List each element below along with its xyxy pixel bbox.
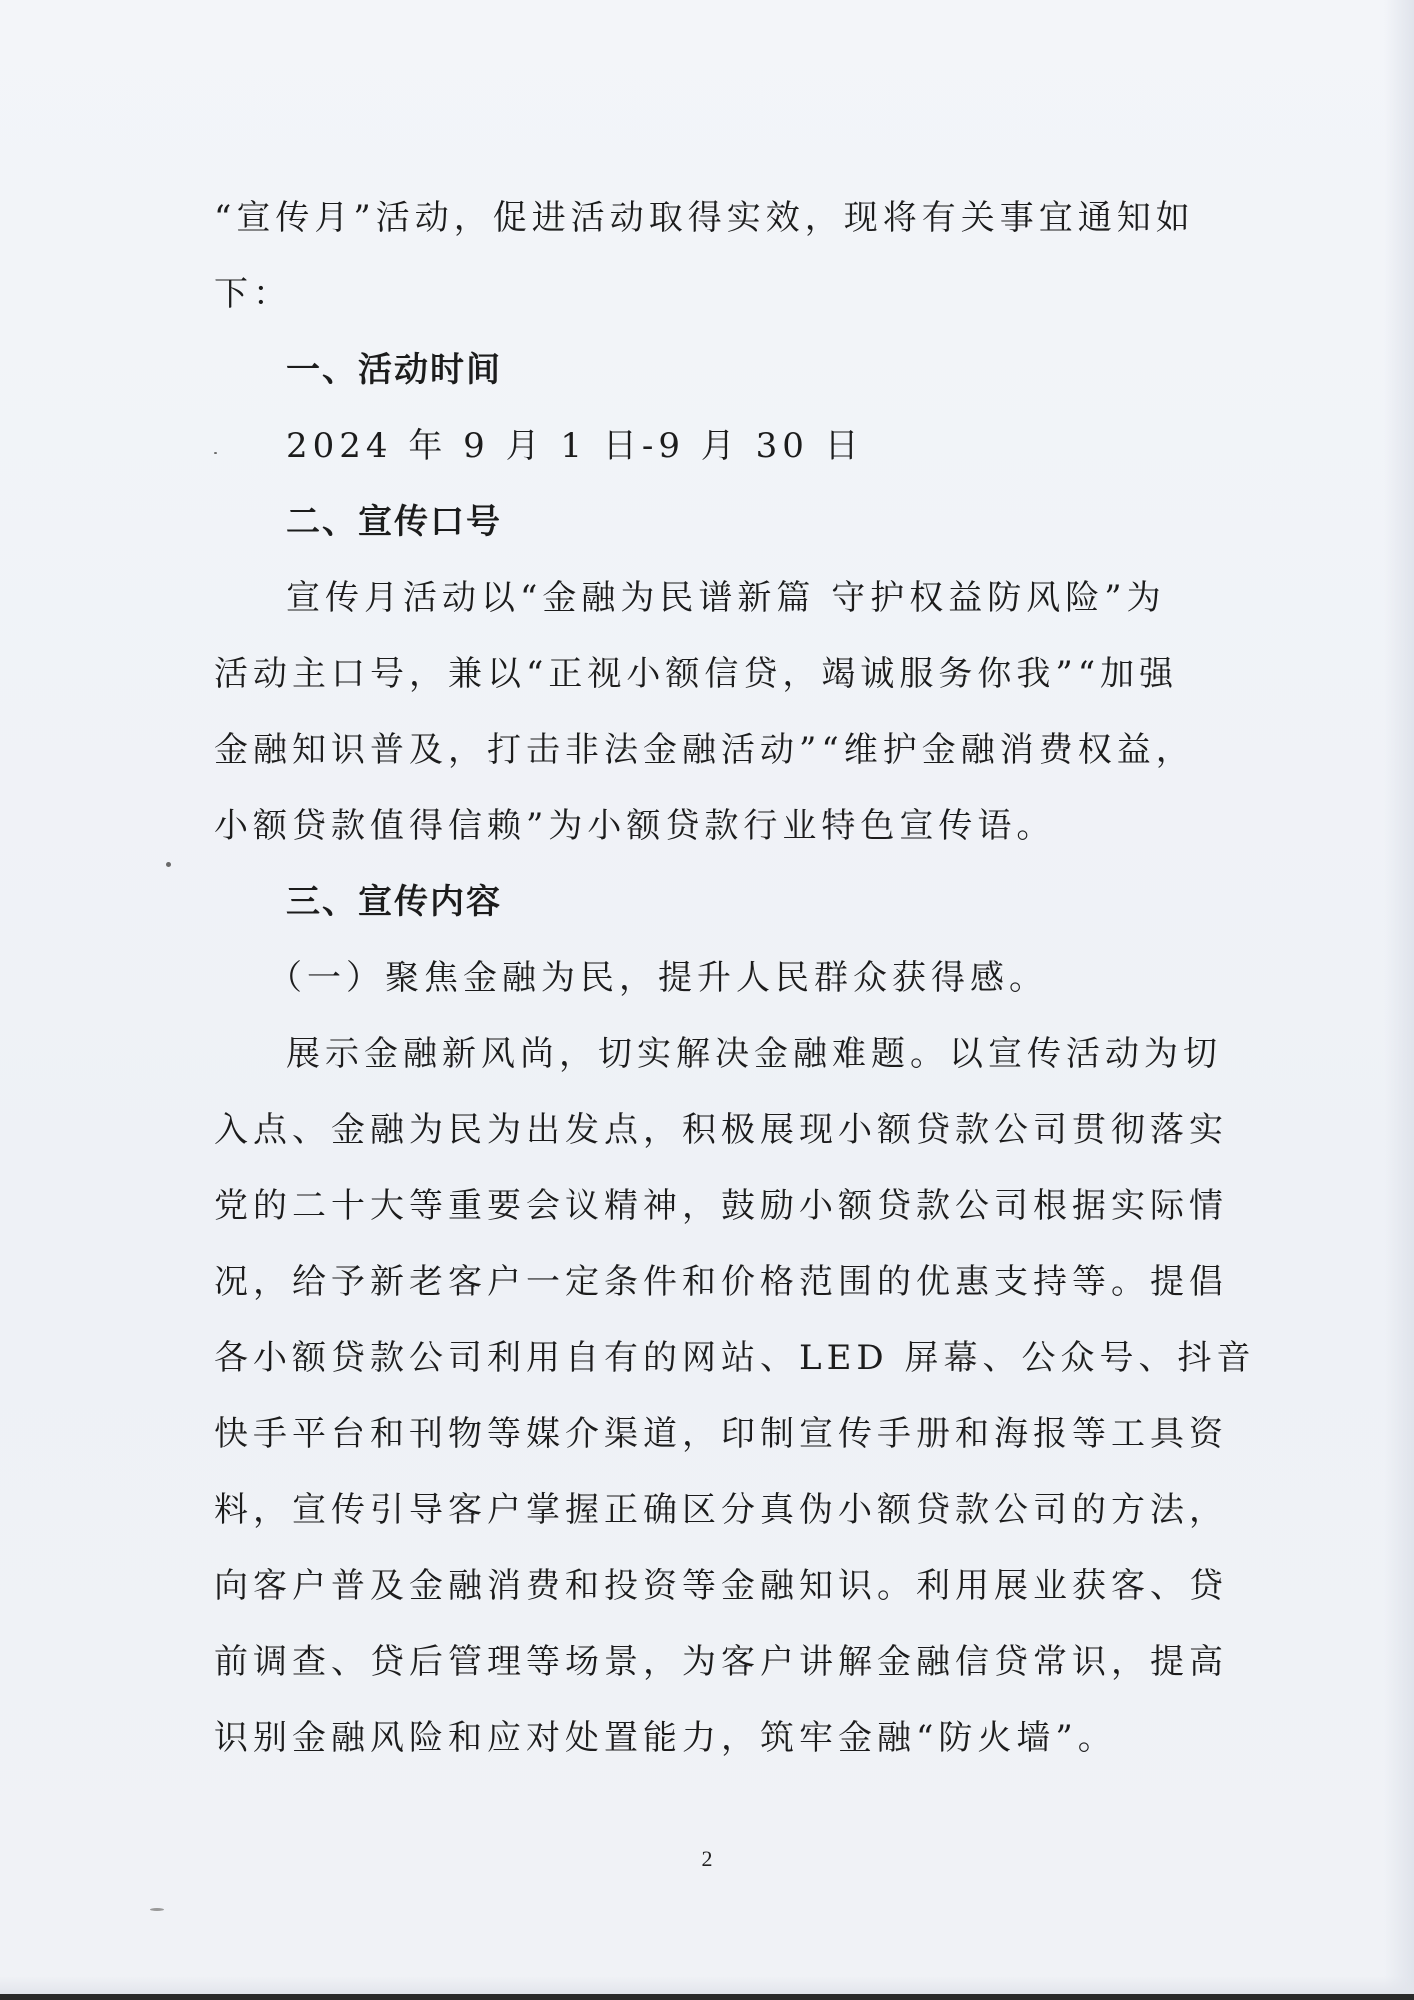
document-body: [214, 180, 1256, 1776]
paragraph-line: 各小额贷款公司利用自有的网站、LED 屏幕、公众号、抖音: [214, 1338, 1256, 1378]
scan-speck: [150, 1908, 164, 1911]
paragraph-line: 下：: [214, 274, 292, 314]
paragraph-line: 快手平台和刊物等媒介渠道，印制宣传手册和海报等工具资: [214, 1414, 1228, 1454]
paragraph-line: 识别金融风险和应对处置能力，筑牢金融“防火墙”。: [214, 1718, 1117, 1758]
paragraph-line: 活动主口号，兼以“正视小额信贷，竭诚服务你我”“加强: [214, 654, 1179, 694]
section-heading-activity-time: 一、活动时间: [286, 350, 502, 390]
paragraph-line: 金融知识普及，打击非法金融活动”“维护金融消费权益，: [214, 730, 1195, 770]
paragraph-line: 党的二十大等重要会议精神，鼓励小额贷款公司根据实际情: [214, 1186, 1228, 1226]
scan-edge-bottom: [0, 1994, 1414, 2000]
paragraph-line: 入点、金融为民为出发点，积极展现小额贷款公司贯彻落实: [214, 1110, 1228, 1150]
scan-shadow-bottom: [0, 1976, 1414, 1994]
paragraph-line: 小额贷款值得信赖”为小额贷款行业特色宣传语。: [214, 806, 1056, 846]
paragraph-line: 宣传月活动以“金融为民谱新篇 守护权益防风险”为: [286, 578, 1166, 618]
paragraph-line: 前调查、贷后管理等场景，为客户讲解金融信贷常识，提高: [214, 1642, 1228, 1682]
paragraph-line: “宣传月”活动，促进活动取得实效，现将有关事宜通知如: [214, 198, 1195, 238]
page-number: 2: [701, 1846, 713, 1871]
paragraph-line: 向客户普及金融消费和投资等金融知识。利用展业获客、贷: [214, 1566, 1228, 1606]
paragraph-line: 展示金融新风尚，切实解决金融难题。以宣传活动为切: [286, 1034, 1222, 1074]
scan-shadow-right: [1384, 0, 1414, 2000]
scan-speck: [166, 862, 171, 867]
activity-date-range: 2024 年 9 月 1 日-9 月 30 日: [286, 426, 864, 466]
paragraph-line: 况，给予新老客户一定条件和价格范围的优惠支持等。提倡: [214, 1262, 1228, 1302]
section-heading-slogan: 二、宣传口号: [286, 502, 502, 542]
section-heading-content: 三、宣传内容: [286, 882, 502, 922]
subsection-heading: （一）聚焦金融为民，提升人民群众获得感。: [268, 958, 1048, 998]
paragraph-line: 料，宣传引导客户掌握正确区分真伪小额贷款公司的方法，: [214, 1490, 1228, 1530]
